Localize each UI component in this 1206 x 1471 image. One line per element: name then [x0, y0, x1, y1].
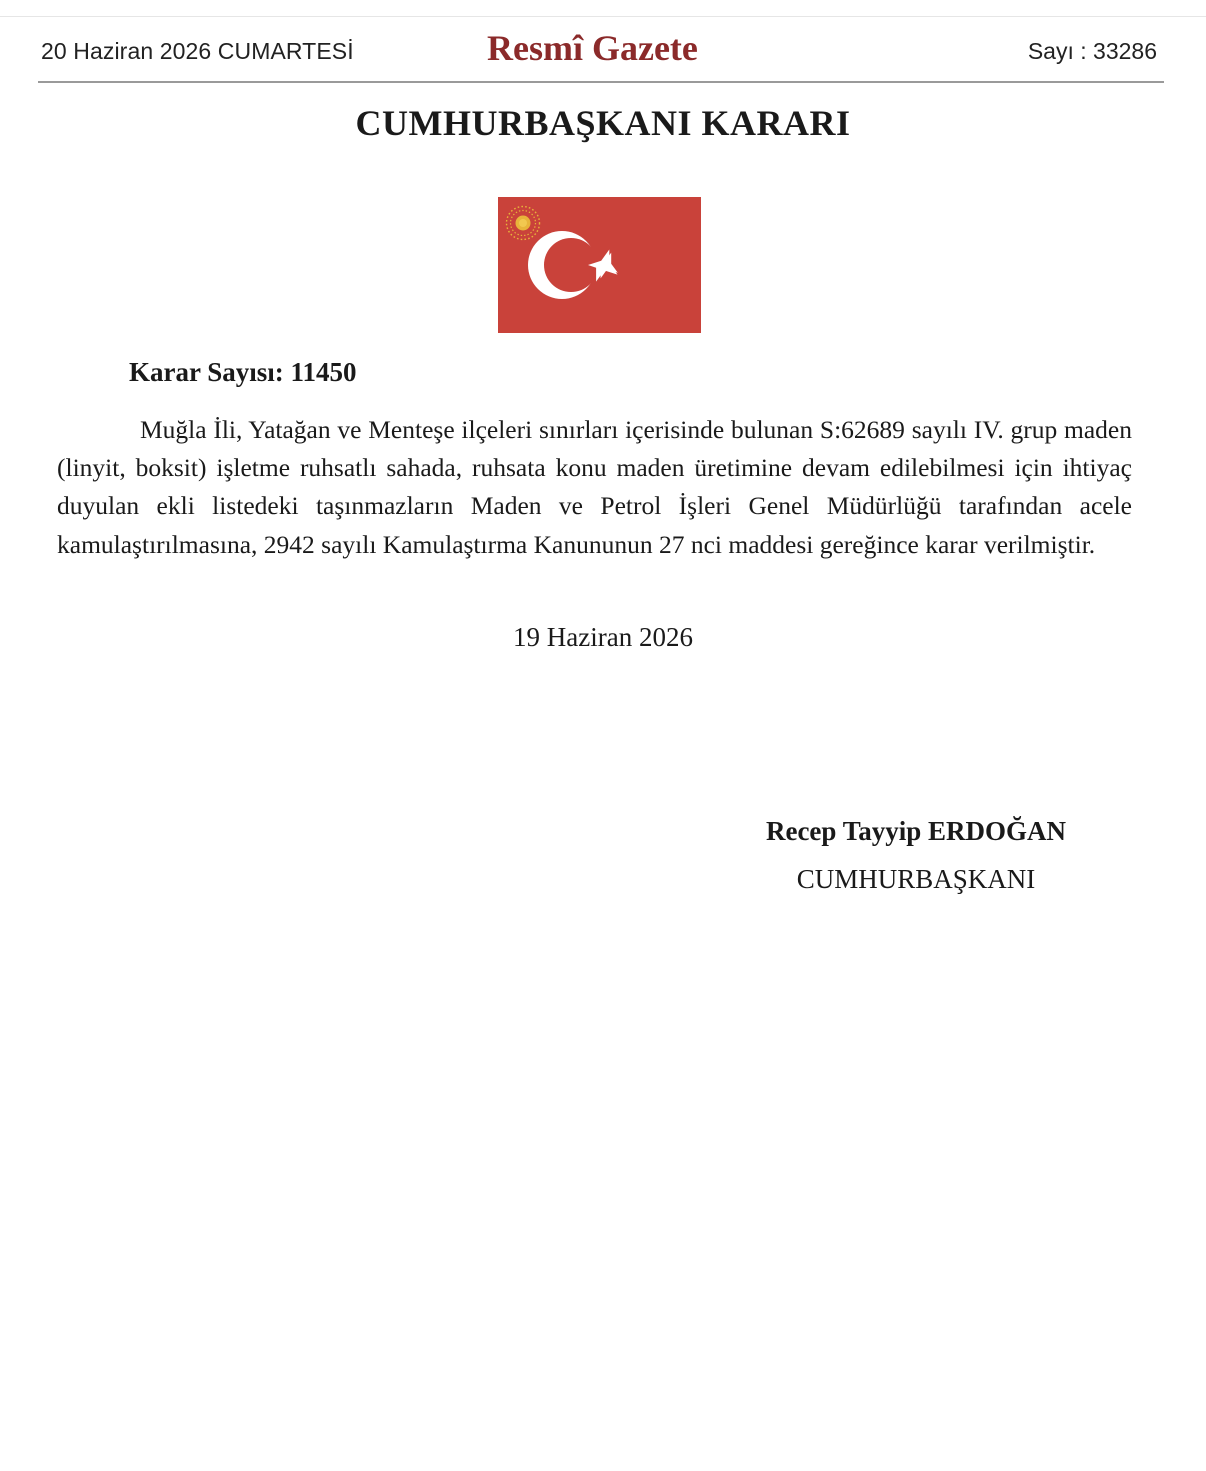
signature-block	[716, 811, 1116, 899]
header-divider	[38, 81, 1164, 83]
gazette-title: Resmî Gazete	[487, 28, 698, 68]
issue-date: 20 Haziran 2026 CUMARTESİ	[41, 38, 354, 64]
signature-date: 19 Haziran 2026	[513, 622, 693, 652]
gazette-header	[38, 22, 1164, 80]
turkish-flag-presidential-seal-icon	[498, 197, 701, 333]
signer-name: Recep Tayyip ERDOĞAN	[765, 816, 1067, 846]
document-heading: CUMHURBAŞKANI KARARI	[355, 103, 851, 143]
top-divider	[0, 16, 1206, 17]
decision-body: Muğla İli, Yatağan ve Menteşe ilçeleri sınırları içerisinde bulunan S:62689 sayılı IV. grup maden (linyit, boksit) işletme ruhsatlı sahada, ruhsata konu maden üretimine devam edilebilmesi için ihtiyaç duyulan ekli listedeki taşınmazların Maden ve Petrol İşleri Genel Müdürlüğü tarafından acele kamulaştırılmasına, 2942 sayılı Kamulaştırma Kanununun 27 nci maddesi gereğince karar verilmiştir.	[57, 415, 1132, 559]
issue-number: Sayı : 33286	[1027, 38, 1157, 64]
decision-number: Karar Sayısı: 11450	[129, 357, 357, 387]
signer-title: CUMHURBAŞKANI	[796, 864, 1036, 894]
